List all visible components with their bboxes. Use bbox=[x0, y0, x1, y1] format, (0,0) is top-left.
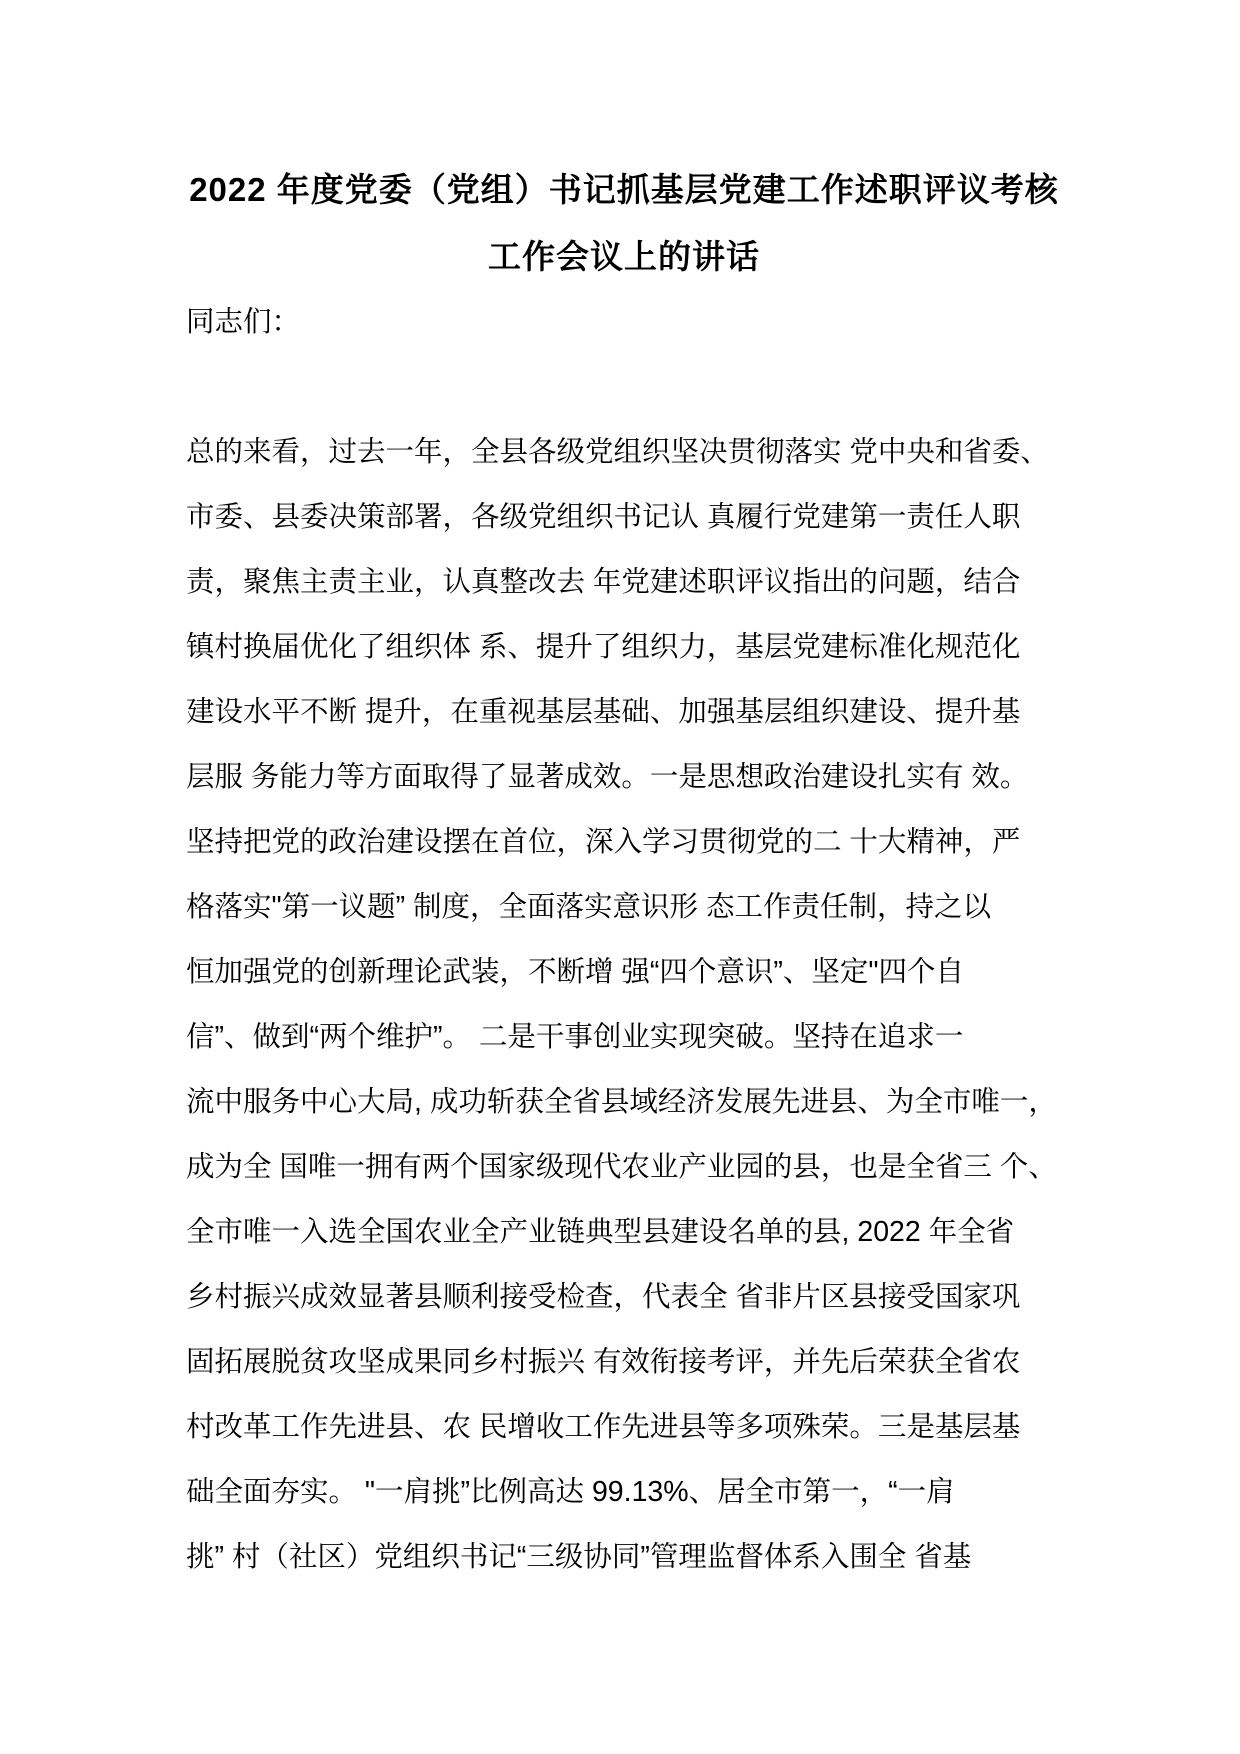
body-line: 坚持把党的政治建设摆在首位，深入学习贯彻党的二 十大精神，严 bbox=[186, 826, 1021, 858]
body-line: 全市唯一入选全国农业全产业链典型县建设名单的县, 2022 年全省 bbox=[186, 1216, 1015, 1248]
main-paragraph bbox=[186, 420, 1062, 1590]
document-title bbox=[186, 156, 1062, 290]
body-line: 流中服务中心大局, 成功斩获全省县域经济发展先进县、为全市唯一， bbox=[186, 1086, 1057, 1118]
body-line: 层服 务能力等方面取得了显著成效。一是思想政治建设扎实有 效。 bbox=[186, 761, 1029, 793]
title-line-1: 2022 年度党委（党组）书记抓基层党建工作述职评议考核 bbox=[189, 171, 1059, 208]
body-line: 挑” 村（社区）党组织书记“三级协同”管理监督体系入围全 省基 bbox=[186, 1541, 972, 1573]
blank-line bbox=[186, 355, 1062, 420]
body-line: 总的来看，过去一年，全县各级党组织坚决贯彻落实 党中央和省委、 bbox=[186, 436, 1049, 468]
body-line: 市委、县委决策部署，各级党组织书记认 真履行党建第一责任人职 bbox=[186, 501, 1021, 533]
body-line: 成为全 国唯一拥有两个国家级现代农业产业园的县，也是全省三 个、 bbox=[186, 1151, 1057, 1183]
body-line: 责，聚焦主责主业，认真整改去 年党建述职评议指出的问题，结合 bbox=[186, 566, 1021, 598]
body-line: 恒加强党的创新理论武装，不断增 强“四个意识”、坚定"四个自 bbox=[186, 956, 965, 988]
body-line: 信”、做到“两个维护”。 二是干事创业实现突破。坚持在追求一 bbox=[186, 1021, 964, 1053]
body-line: 础全面夯实。 "一肩挑”比例高达 99.13%、居全市第一，“一肩 bbox=[186, 1476, 955, 1508]
document-body bbox=[186, 290, 1062, 1590]
body-line: 格落实"第一议题” 制度，全面落实意识形 态工作责任制，持之以 bbox=[186, 891, 991, 923]
body-line: 镇村换届优化了组织体 系、提升了组织力，基层党建标准化规范化 bbox=[186, 631, 1021, 663]
body-line: 固拓展脱贫攻坚成果同乡村振兴 有效衔接考评，并先后荣获全省农 bbox=[186, 1346, 1021, 1378]
body-line: 乡村振兴成效显著县顺利接受检查，代表全 省非片区县接受国家巩 bbox=[186, 1281, 1021, 1313]
body-line: 村改革工作先进县、农 民增收工作先进县等多项殊荣。三是基层基 bbox=[186, 1411, 1021, 1443]
title-line-2: 工作会议上的讲话 bbox=[488, 238, 760, 275]
salutation: 同志们： bbox=[186, 306, 301, 338]
body-line: 建设水平不断 提升，在重视基层基础、加强基层组织建设、提升基 bbox=[186, 696, 1021, 728]
